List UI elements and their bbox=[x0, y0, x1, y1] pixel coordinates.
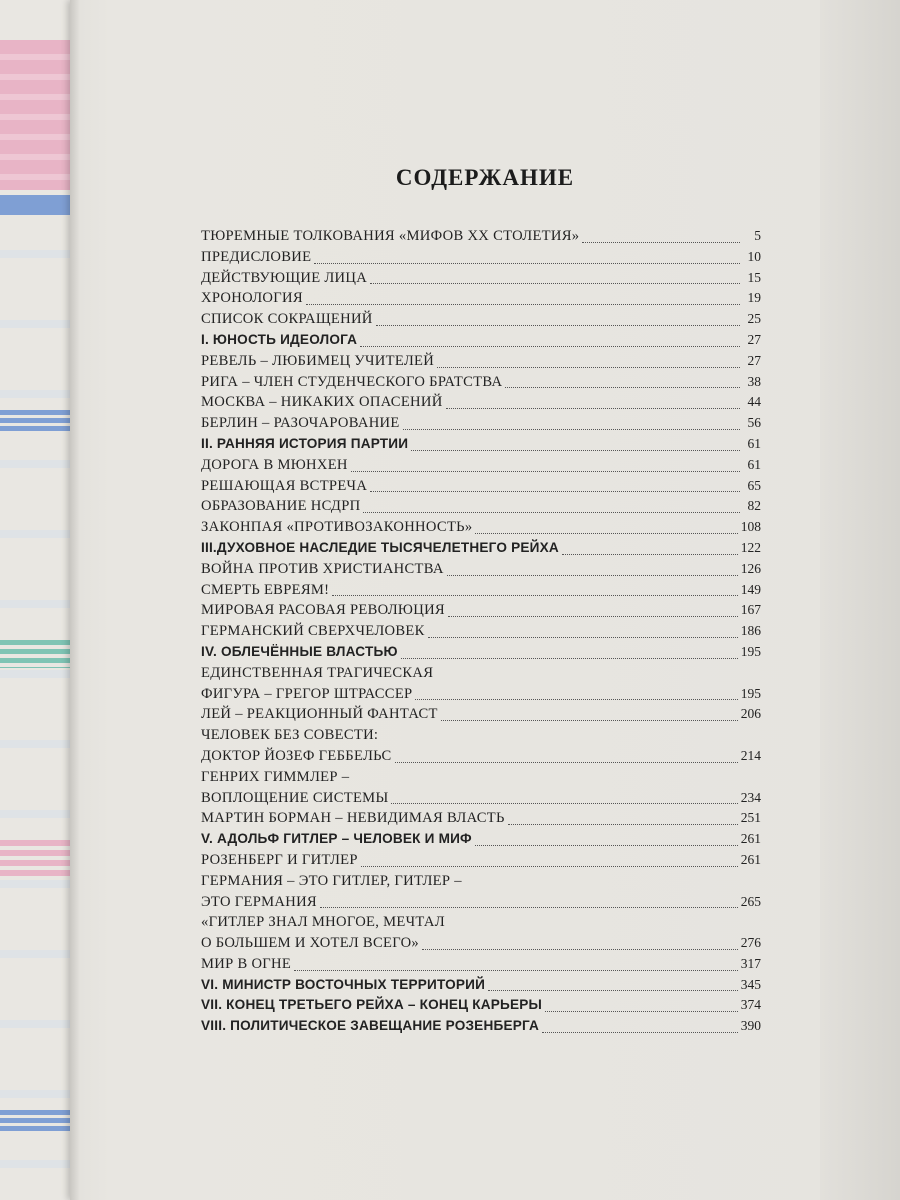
toc-entry-title: ЕДИНСТВЕННАЯ ТРАГИЧЕСКАЯ bbox=[201, 664, 434, 681]
toc-entry-title: ДОРОГА В МЮНХЕН bbox=[201, 456, 348, 473]
toc-entry-page: 61 bbox=[747, 435, 761, 451]
toc-leader-dots bbox=[294, 970, 738, 971]
toc-entry-title: ГЕНРИХ ГИММЛЕР – bbox=[201, 768, 350, 785]
toc-entry bbox=[201, 309, 761, 330]
toc-entry-title: РОЗЕНБЕРГ И ГИТЛЕР bbox=[201, 851, 358, 868]
toc-entry-page: 149 bbox=[740, 581, 761, 597]
toc-leader-dots bbox=[441, 720, 738, 721]
toc-entry-title: III.ДУХОВНОЕ НАСЛЕДИЕ ТЫСЯЧЕЛЕТНЕГО РЕЙХА bbox=[201, 539, 559, 555]
toc-entry bbox=[201, 621, 761, 642]
toc-entry-page: 27 bbox=[747, 331, 761, 347]
toc-entry bbox=[201, 975, 761, 996]
toc-entry bbox=[201, 850, 761, 871]
toc-entry-page: 19 bbox=[747, 290, 761, 306]
toc-leader-dots bbox=[351, 471, 740, 472]
toc-entry bbox=[201, 496, 761, 517]
toc-entry bbox=[201, 330, 761, 351]
toc-entry bbox=[201, 247, 761, 268]
toc-leader-dots bbox=[401, 658, 738, 659]
toc-entry-title: МИРОВАЯ РАСОВАЯ РЕВОЛЮЦИЯ bbox=[201, 602, 445, 619]
toc-entry-page: 15 bbox=[747, 269, 761, 285]
toc-entry-title: МОСКВА – НИКАКИХ ОПАСЕНИЙ bbox=[201, 394, 443, 411]
toc-entry bbox=[201, 684, 761, 705]
toc-entry-title: ЭТО ГЕРМАНИЯ bbox=[201, 893, 317, 910]
toc-leader-dots bbox=[542, 1032, 738, 1033]
toc-entry bbox=[201, 517, 761, 538]
toc-entry bbox=[201, 995, 761, 1016]
toc-entry-page: 276 bbox=[740, 935, 761, 951]
toc-entry-page: 214 bbox=[740, 747, 761, 763]
toc-entry-title: ВОЙНА ПРОТИВ ХРИСТИАНСТВА bbox=[201, 560, 444, 577]
toc-entry bbox=[201, 434, 761, 455]
toc-entry-title: ВОПЛОЩЕНИЕ СИСТЕМЫ bbox=[201, 789, 389, 806]
toc-entry-page: 206 bbox=[740, 706, 761, 722]
toc-leader-dots bbox=[488, 990, 738, 991]
toc-entry-title: VIII. ПОЛИТИЧЕСКОЕ ЗАВЕЩАНИЕ РОЗЕНБЕРГА bbox=[201, 1018, 540, 1034]
toc-entry bbox=[201, 1016, 761, 1037]
toc-leader-dots bbox=[370, 491, 740, 492]
toc-entry bbox=[201, 559, 761, 580]
toc-leader-dots bbox=[370, 283, 740, 284]
toc-leader-dots bbox=[363, 512, 740, 513]
toc-leader-dots bbox=[360, 346, 740, 347]
toc-entry bbox=[201, 372, 761, 393]
toc-entry-title: VII. КОНЕЦ ТРЕТЬЕГО РЕЙХА – КОНЕЦ КАРЬЕРЫ bbox=[201, 997, 543, 1013]
toc-entry-title: ГЕРМАНИЯ – ЭТО ГИТЛЕР, ГИТЛЕР – bbox=[201, 872, 462, 889]
toc-entry-page: 10 bbox=[747, 248, 761, 264]
toc-entry-title: IV. ОБЛЕЧЁННЫЕ ВЛАСТЬЮ bbox=[201, 643, 398, 659]
toc-leader-dots bbox=[448, 616, 738, 617]
toc-entry bbox=[201, 725, 761, 746]
toc-entry-title: СПИСОК СОКРАЩЕНИЙ bbox=[201, 311, 373, 328]
toc-leader-dots bbox=[475, 845, 738, 846]
toc-entry-page: 195 bbox=[740, 643, 761, 659]
toc-leader-dots bbox=[422, 949, 738, 950]
toc-entry bbox=[201, 933, 761, 954]
toc-leader-dots bbox=[562, 554, 738, 555]
toc-entry-page: 374 bbox=[740, 997, 761, 1013]
toc-entry-page: 186 bbox=[740, 623, 761, 639]
toc-entry-title: ФИГУРА – ГРЕГОР ШТРАССЕР bbox=[201, 685, 413, 702]
toc-entry bbox=[201, 912, 761, 933]
toc-entry-title: ГЕРМАНСКИЙ СВЕРХЧЕЛОВЕК bbox=[201, 623, 425, 640]
toc-leader-dots bbox=[428, 637, 738, 638]
toc-entry bbox=[201, 663, 761, 684]
toc-entry bbox=[201, 954, 761, 975]
toc-entry-title: МАРТИН БОРМАН – НЕВИДИМАЯ ВЛАСТЬ bbox=[201, 810, 505, 827]
toc-leader-dots bbox=[475, 533, 737, 534]
toc-entry-page: 261 bbox=[740, 851, 761, 867]
toc-entry-page: 108 bbox=[740, 519, 761, 535]
toc-entry bbox=[201, 351, 761, 372]
toc-leader-dots bbox=[306, 304, 740, 305]
table-of-contents bbox=[201, 226, 761, 1037]
toc-entry-title: VI. МИНИСТР ВОСТОЧНЫХ ТЕРРИТОРИЙ bbox=[201, 976, 486, 992]
toc-leader-dots bbox=[403, 429, 740, 430]
toc-entry-title: I. ЮНОСТЬ ИДЕОЛОГА bbox=[201, 331, 358, 347]
toc-entry-page: 317 bbox=[740, 955, 761, 971]
toc-entry-page: 234 bbox=[740, 789, 761, 805]
toc-leader-dots bbox=[376, 325, 740, 326]
toc-entry bbox=[201, 226, 761, 247]
toc-leader-dots bbox=[545, 1011, 738, 1012]
toc-entry bbox=[201, 476, 761, 497]
toc-leader-dots bbox=[411, 450, 740, 451]
toc-leader-dots bbox=[446, 408, 740, 409]
toc-entry bbox=[201, 288, 761, 309]
toc-leader-dots bbox=[415, 699, 737, 700]
toc-entry bbox=[201, 455, 761, 476]
toc-leader-dots bbox=[447, 575, 738, 576]
toc-entry bbox=[201, 892, 761, 913]
toc-entry bbox=[201, 871, 761, 892]
toc-leader-dots bbox=[314, 263, 740, 264]
toc-entry-title: II. РАННЯЯ ИСТОРИЯ ПАРТИИ bbox=[201, 435, 409, 451]
toc-entry bbox=[201, 580, 761, 601]
toc-entry bbox=[201, 788, 761, 809]
toc-entry-page: 265 bbox=[740, 893, 761, 909]
toc-entry-page: 126 bbox=[740, 560, 761, 576]
toc-entry-page: 82 bbox=[747, 498, 761, 514]
toc-entry-page: 345 bbox=[740, 976, 761, 992]
toc-entry-title: РИГА – ЧЛЕН СТУДЕНЧЕСКОГО БРАТСТВА bbox=[201, 373, 503, 390]
toc-leader-dots bbox=[437, 367, 740, 368]
toc-entry-title: «ГИТЛЕР ЗНАЛ МНОГОЕ, МЕЧТАЛ bbox=[201, 914, 445, 931]
toc-entry-page: 5 bbox=[754, 228, 761, 243]
toc-entry-page: 65 bbox=[747, 477, 761, 493]
toc-entry bbox=[201, 829, 761, 850]
toc-entry-page: 122 bbox=[740, 539, 761, 555]
toc-leader-dots bbox=[332, 595, 737, 596]
toc-entry-page: 251 bbox=[740, 810, 761, 826]
toc-entry bbox=[201, 600, 761, 621]
toc-entry-page: 38 bbox=[747, 373, 761, 389]
toc-entry-title: ХРОНОЛОГИЯ bbox=[201, 290, 303, 307]
toc-entry-title: БЕРЛИН – РАЗОЧАРОВАНИЕ bbox=[201, 415, 400, 432]
toc-entry-title: ОБРАЗОВАНИЕ НСДРП bbox=[201, 498, 361, 515]
toc-entry-title: ТЮРЕМНЫЕ ТОЛКОВАНИЯ «МИФОВ ХХ СТОЛЕТИЯ» bbox=[201, 228, 580, 244]
toc-leader-dots bbox=[505, 387, 740, 388]
toc-entry bbox=[201, 642, 761, 663]
toc-leader-dots bbox=[361, 866, 738, 867]
toc-entry-title: О БОЛЬШЕМ И ХОТЕЛ ВСЕГО» bbox=[201, 935, 420, 952]
toc-entry bbox=[201, 746, 761, 767]
toc-entry-title: РЕВЕЛЬ – ЛЮБИМЕЦ УЧИТЕЛЕЙ bbox=[201, 352, 435, 369]
toc-entry-page: 44 bbox=[747, 394, 761, 410]
toc-entry-title: ДЕЙСТВУЮЩИЕ ЛИЦА bbox=[201, 269, 368, 286]
toc-leader-dots bbox=[391, 803, 737, 804]
toc-entry bbox=[201, 538, 761, 559]
toc-leader-dots bbox=[395, 762, 738, 763]
toc-entry-title: ЗАКОНПАЯ «ПРОТИВОЗАКОННОСТЬ» bbox=[201, 519, 473, 536]
toc-entry-page: 167 bbox=[740, 602, 761, 618]
toc-entry-title: V. АДОЛЬФ ГИТЛЕР – ЧЕЛОВЕК И МИФ bbox=[201, 831, 472, 847]
toc-entry-page: 390 bbox=[740, 1018, 761, 1034]
toc-entry bbox=[201, 392, 761, 413]
toc-entry-title: МИР В ОГНЕ bbox=[201, 955, 292, 972]
toc-entry bbox=[201, 767, 761, 788]
toc-entry-page: 56 bbox=[747, 415, 761, 431]
page-title: СОДЕРЖАНИЕ bbox=[395, 165, 575, 190]
toc-entry-page: 261 bbox=[740, 831, 761, 847]
toc-entry-title: СМЕРТЬ ЕВРЕЯМ! bbox=[201, 581, 330, 598]
toc-entry bbox=[201, 268, 761, 289]
toc-entry-page: 61 bbox=[747, 456, 761, 472]
toc-entry-page: 195 bbox=[740, 685, 761, 701]
toc-leader-dots bbox=[582, 242, 740, 243]
toc-entry bbox=[201, 808, 761, 829]
toc-entry-title: ЛЕЙ – РЕАКЦИОННЫЙ ФАНТАСТ bbox=[201, 706, 438, 723]
toc-entry bbox=[201, 704, 761, 725]
toc-entry-page: 27 bbox=[747, 352, 761, 368]
toc-leader-dots bbox=[320, 907, 738, 908]
toc-entry-page: 25 bbox=[747, 311, 761, 327]
toc-entry-title: ПРЕДИСЛОВИЕ bbox=[201, 248, 312, 265]
toc-entry-title: ДОКТОР ЙОЗЕФ ГЕББЕЛЬС bbox=[201, 747, 392, 764]
toc-leader-dots bbox=[508, 824, 738, 825]
toc-entry bbox=[201, 413, 761, 434]
toc-entry-title: ЧЕЛОВЕК БЕЗ СОВЕСТИ: bbox=[201, 727, 379, 744]
toc-entry-title: РЕШАЮЩАЯ ВСТРЕЧА bbox=[201, 477, 368, 494]
